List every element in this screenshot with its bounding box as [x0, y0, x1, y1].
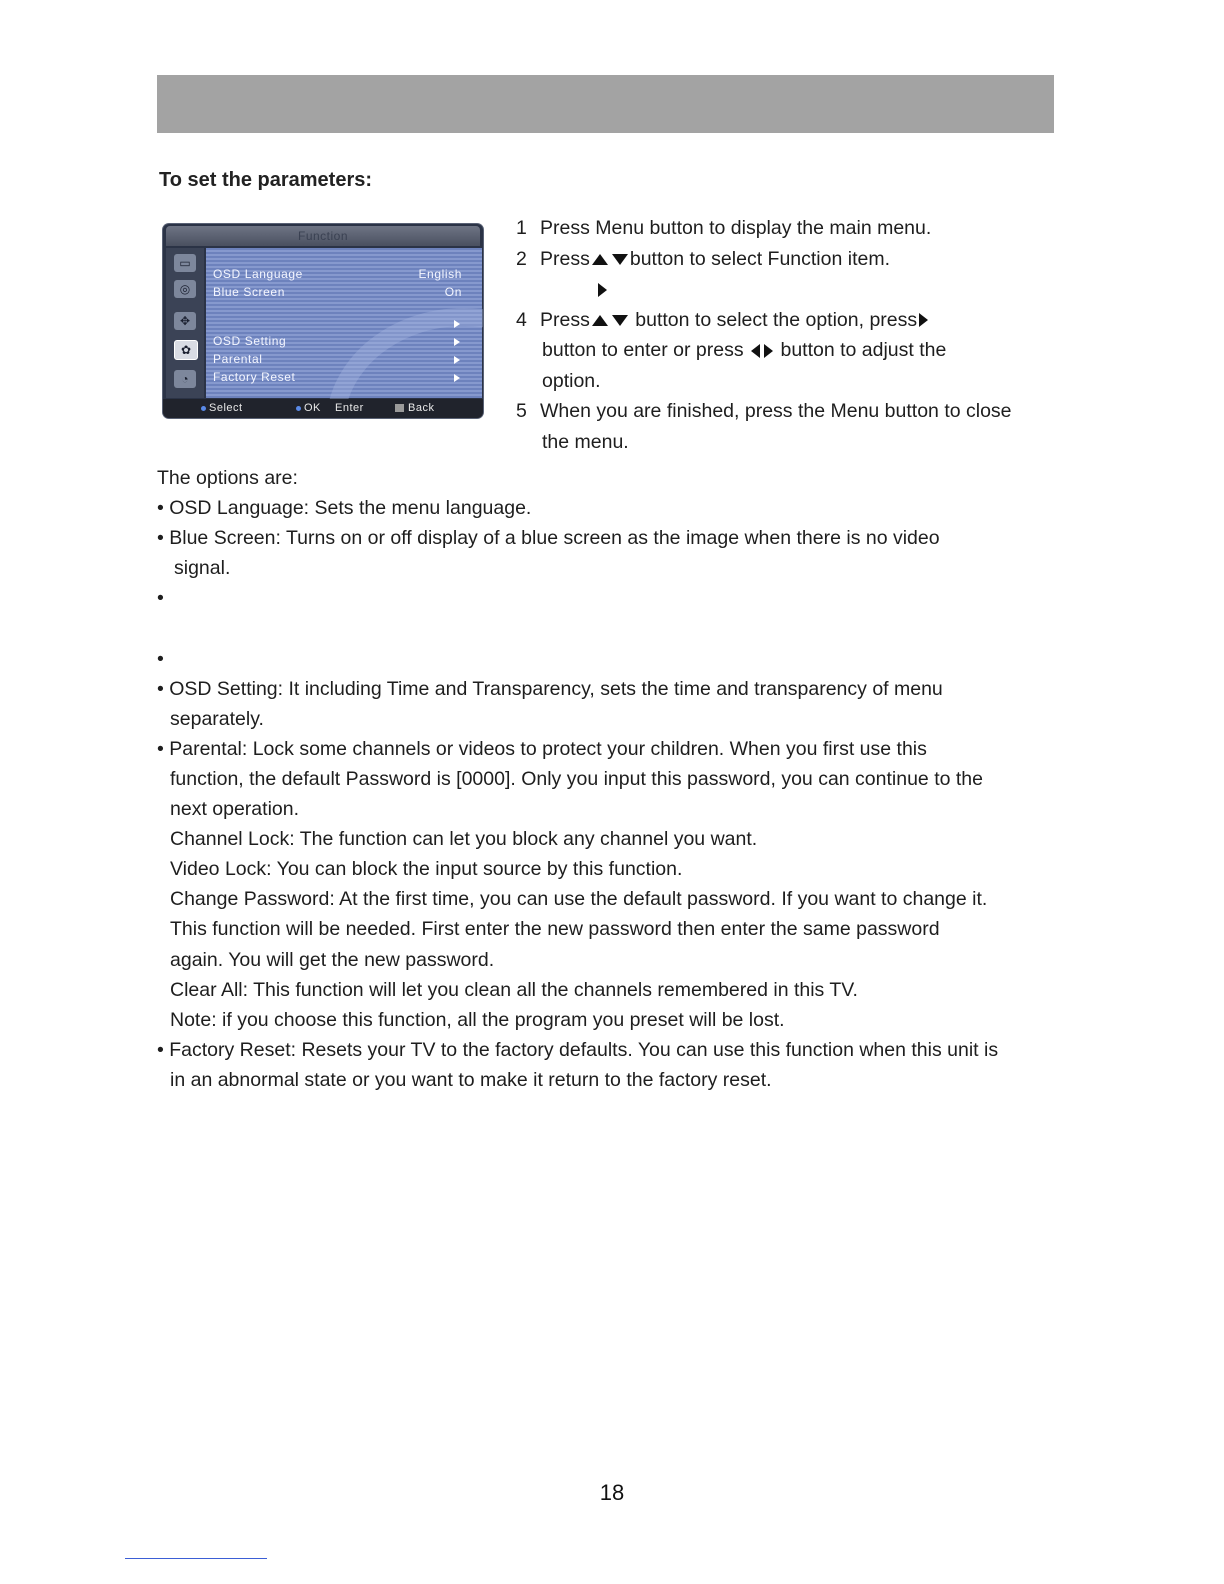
- osd-footer-back: Back: [395, 402, 434, 414]
- page-number: 18: [599, 1480, 625, 1505]
- osd-row-label: Blue Screen: [213, 285, 285, 299]
- options-list: [157, 463, 1067, 1095]
- setup-icon: ✥: [174, 312, 196, 330]
- option-blue-screen-cont: signal.: [174, 557, 231, 580]
- osd-row-value: On: [444, 285, 462, 299]
- osd-footer-enter: Enter: [335, 402, 364, 414]
- arrow-right-icon: [764, 344, 773, 358]
- option-clear-all: Clear All: This function will let you clean all the channels remembered in this TV.: [170, 978, 858, 1001]
- arrow-down-icon: [612, 315, 628, 326]
- menu-icon: [395, 404, 404, 412]
- updown-icon: [201, 406, 206, 411]
- option-parental-cont: function, the default Password is [0000]. Only you input this password, you can continue to the: [170, 767, 983, 790]
- option-note: Note: if you choose this function, all the program you preset will be lost.: [170, 1008, 785, 1031]
- option-blank-bullet: •: [157, 647, 164, 670]
- option-parental-cont: next operation.: [170, 798, 300, 821]
- osd-footer-ok: OK: [296, 402, 321, 414]
- arrow-up-icon: [592, 254, 608, 265]
- options-intro: The options are:: [157, 467, 298, 489]
- osd-footer: [163, 399, 483, 418]
- arrow-left-icon: [751, 344, 760, 358]
- osd-panel: [206, 248, 482, 398]
- osd-row-osd-setting: [213, 334, 462, 350]
- osd-row-label: OSD Setting: [213, 334, 287, 348]
- arrow-right-icon: [919, 313, 928, 327]
- arrow-right-icon: [454, 320, 460, 328]
- osd-row-blue-screen: [213, 285, 462, 301]
- osd-row-label: OSD Language: [213, 267, 303, 281]
- option-change-password: Change Password: At the first time, you can use the default password. If you want to change it.: [170, 888, 988, 911]
- section-title: To set the parameters:: [159, 169, 373, 191]
- osd-row-label: Factory Reset: [213, 370, 296, 384]
- arrow-right-icon: [454, 374, 460, 382]
- osd-row-value: English: [418, 267, 462, 281]
- osd-row-label: Parental: [213, 352, 263, 366]
- osd-sidebar: [166, 248, 204, 398]
- arrow-right-icon: [454, 356, 460, 364]
- option-blue-screen: • Blue Screen: Turns on or off display of a blue screen as the image when there is no video: [157, 527, 940, 550]
- arrow-down-icon: [612, 254, 628, 265]
- osd-row-factory-reset: [213, 370, 462, 386]
- osd-menu-screenshot: [163, 224, 483, 418]
- option-blank-line: [157, 613, 1067, 643]
- footer-rule: [125, 1558, 267, 1559]
- step-5-cont: the menu.: [542, 430, 629, 453]
- osd-title-bar: [166, 226, 480, 246]
- osd-footer-select: Select: [201, 402, 243, 414]
- osd-row-blank: [213, 316, 462, 332]
- osd-row-parental: [213, 352, 462, 368]
- sound-icon: ◎: [174, 280, 196, 298]
- steps-list: [516, 213, 1076, 457]
- option-video-lock: Video Lock: You can block the input source by this function.: [170, 858, 683, 881]
- step-2: 2 Press button to select Function item.: [516, 247, 890, 270]
- option-osd-setting-cont: separately.: [170, 707, 264, 730]
- step-3-fragment: [516, 274, 1076, 305]
- step-5: 5 When you are finished, press the Menu button to close: [516, 400, 1012, 422]
- step-1: 1 Press Menu button to display the main menu.: [516, 217, 932, 239]
- channel-icon: ◔: [174, 370, 196, 388]
- option-osd-language: • OSD Language: Sets the menu language.: [157, 497, 532, 520]
- option-parental: • Parental: Lock some channels or videos to protect your children. When you first use this: [157, 737, 927, 760]
- right-icon: [296, 406, 301, 411]
- arrow-right-icon: [454, 338, 460, 346]
- arrow-right-icon: [598, 283, 607, 297]
- step-4-cont-2: option.: [542, 369, 601, 392]
- option-change-password-cont: This function will be needed. First enter the new password then enter the same password: [170, 918, 940, 941]
- option-blank-bullet: •: [157, 587, 164, 610]
- option-factory-reset: • Factory Reset: Resets your TV to the factory defaults. You can use this function when this unit is: [157, 1038, 999, 1061]
- option-change-password-cont: again. You will get the new password.: [170, 948, 495, 971]
- function-icon: ✿: [174, 340, 198, 360]
- option-factory-reset-cont: in an abnormal state or you want to make it return to the factory reset.: [170, 1068, 772, 1091]
- osd-title: Function: [297, 229, 349, 243]
- option-channel-lock: Channel Lock: The function can let you block any channel you want.: [170, 828, 758, 851]
- step-4-cont: button to enter or press button to adjust the: [542, 339, 947, 361]
- step-4: 4 Press button to select the option, press: [516, 305, 1076, 336]
- picture-icon: ▭: [174, 254, 196, 272]
- option-osd-setting: • OSD Setting: It including Time and Transparency, sets the time and transparency of menu: [157, 677, 943, 700]
- header-bar: [157, 75, 1054, 133]
- osd-row-language: [213, 267, 462, 283]
- arrow-up-icon: [592, 315, 608, 326]
